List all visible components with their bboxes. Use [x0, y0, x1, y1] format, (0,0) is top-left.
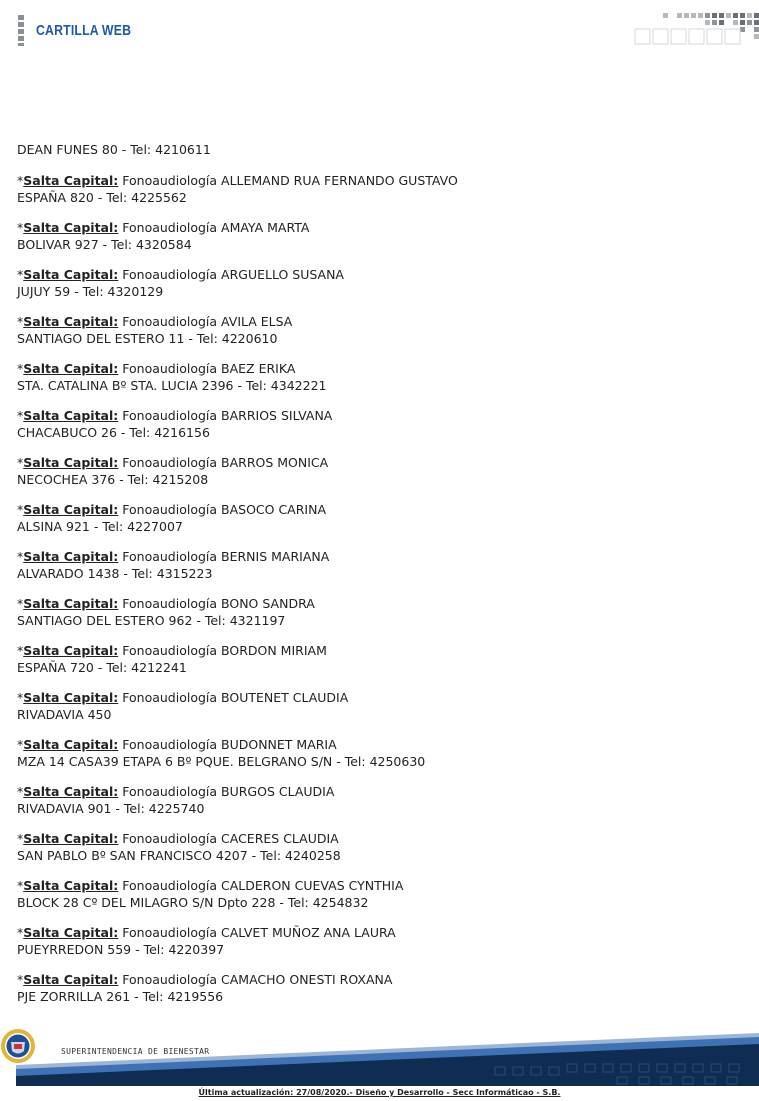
list-item [17, 360, 737, 394]
provider-line [17, 219, 737, 236]
location-label: Salta Capital: [23, 878, 119, 893]
provider-name: Fonoaudiología BERNIS MARIANA [118, 549, 330, 564]
provider-line [17, 454, 737, 471]
header-pattern-icon [634, 10, 759, 48]
location-label: Salta Capital: [23, 925, 119, 940]
entry-marker: * [17, 220, 24, 235]
provider-line [17, 360, 737, 377]
list-item [17, 971, 737, 1005]
entry-marker: * [17, 878, 24, 893]
header-bar-mark [18, 43, 24, 46]
footer-wave-banner [0, 1028, 759, 1088]
location-label: Salta Capital: [23, 549, 119, 564]
list-item [17, 642, 737, 676]
provider-line [17, 783, 737, 800]
list-item [17, 548, 737, 582]
provider-name: Fonoaudiología BURGOS CLAUDIA [118, 784, 335, 799]
provider-line [17, 407, 737, 424]
location-label: Salta Capital: [23, 831, 119, 846]
provider-name: Fonoaudiología BONO SANDRA [118, 596, 315, 611]
address-line: DEAN FUNES 80 - Tel: 4210611 [17, 142, 211, 157]
list-item [17, 689, 737, 723]
location-label: Salta Capital: [23, 267, 119, 282]
location-label: Salta Capital: [23, 408, 119, 423]
provider-address: PJE ZORRILLA 261 - Tel: 4219556 [17, 989, 224, 1004]
app-title: CARTILLA WEB [36, 22, 132, 39]
list-item [17, 595, 737, 629]
location-label: Salta Capital: [23, 361, 119, 376]
provider-address: SAN PABLO Bº SAN FRANCISCO 4207 - Tel: 4240258 [17, 848, 341, 863]
provider-address: PUEYRREDON 559 - Tel: 4220397 [17, 942, 225, 957]
provider-address: ALVARADO 1438 - Tel: 4315223 [17, 566, 213, 581]
provider-name: Fonoaudiología BUDONNET MARIA [118, 737, 337, 752]
provider-line [17, 642, 737, 659]
provider-name: Fonoaudiología ALLEMAND RUA FERNANDO GUSTAVO [118, 173, 458, 188]
list-item [17, 736, 737, 770]
provider-address: STA. CATALINA Bº STA. LUCIA 2396 - Tel: 4342221 [17, 378, 327, 393]
provider-name: Fonoaudiología ARGUELLO SUSANA [118, 267, 344, 282]
provider-line [17, 971, 737, 988]
provider-address: BLOCK 28 Cº DEL MILAGRO S/N Dpto 228 - Tel: 4254832 [17, 895, 369, 910]
provider-name: Fonoaudiología CALDERON CUEVAS CYNTHIA [118, 878, 404, 893]
list-item [17, 172, 737, 206]
provider-address: SANTIAGO DEL ESTERO 11 - Tel: 4220610 [17, 331, 278, 346]
location-label: Salta Capital: [23, 972, 119, 987]
location-label: Salta Capital: [23, 314, 119, 329]
header-bar-mark [18, 29, 24, 34]
entry-marker: * [17, 455, 24, 470]
entry-marker: * [17, 173, 24, 188]
header-bar-mark [18, 36, 24, 41]
footer-update-note: Última actualización: 27/08/2020.- Diseño y Desarrollo - Secc Informáticao - S.B. [198, 1088, 561, 1097]
entry-marker: * [17, 925, 24, 940]
provider-name: Fonoaudiología AMAYA MARTA [118, 220, 310, 235]
entry-marker: * [17, 784, 24, 799]
entry-marker: * [17, 643, 24, 658]
location-label: Salta Capital: [23, 737, 119, 752]
provider-address: NECOCHEA 376 - Tel: 4215208 [17, 472, 209, 487]
entry-marker: * [17, 690, 24, 705]
list-item [17, 266, 737, 300]
provider-name: Fonoaudiología CAMACHO ONESTI ROXANA [118, 972, 393, 987]
provider-line [17, 830, 737, 847]
provider-line [17, 501, 737, 518]
provider-address: RIVADAVIA 901 - Tel: 4225740 [17, 801, 205, 816]
provider-list [17, 141, 737, 1018]
provider-line [17, 266, 737, 283]
provider-address: ESPAÑA 820 - Tel: 4225562 [17, 190, 187, 205]
provider-address: ALSINA 921 - Tel: 4227007 [17, 519, 183, 534]
entry-marker: * [17, 549, 24, 564]
entry-marker: * [17, 972, 24, 987]
provider-line [17, 736, 737, 753]
header-bar-mark [18, 22, 24, 27]
location-label: Salta Capital: [23, 690, 119, 705]
list-item [17, 830, 737, 864]
entry-marker: * [17, 737, 24, 752]
list-item [17, 313, 737, 347]
provider-address: JUJUY 59 - Tel: 4320129 [17, 284, 164, 299]
provider-name: Fonoaudiología BAEZ ERIKA [118, 361, 296, 376]
provider-line [17, 172, 737, 189]
provider-name: Fonoaudiología BARRIOS SILVANA [118, 408, 333, 423]
provider-line [17, 595, 737, 612]
list-item [17, 783, 737, 817]
entries-container [17, 172, 737, 1005]
provider-name: Fonoaudiología AVILA ELSA [118, 314, 293, 329]
provider-name: Fonoaudiología BASOCO CARINA [118, 502, 327, 517]
provider-name: Fonoaudiología CACERES CLAUDIA [118, 831, 339, 846]
provider-address: MZA 14 CASA39 ETAPA 6 Bº PQUE. BELGRANO S/N - Tel: 4250630 [17, 754, 426, 769]
provider-address: ESPAÑA 720 - Tel: 4212241 [17, 660, 187, 675]
provider-name: Fonoaudiología BOUTENET CLAUDIA [118, 690, 349, 705]
entry-marker: * [17, 596, 24, 611]
list-item [17, 454, 737, 488]
entry-marker: * [17, 831, 24, 846]
provider-address: CHACABUCO 26 - Tel: 4216156 [17, 425, 210, 440]
organization-name: SUPERINTENDENCIA DE BIENESTAR [61, 1047, 210, 1056]
entry-marker: * [17, 408, 24, 423]
list-item [17, 924, 737, 958]
location-label: Salta Capital: [23, 502, 119, 517]
provider-line [17, 548, 737, 565]
provider-address: RIVADAVIA 450 [17, 707, 112, 722]
provider-address: SANTIAGO DEL ESTERO 962 - Tel: 4321197 [17, 613, 286, 628]
page-header [0, 0, 759, 60]
entry-marker: * [17, 502, 24, 517]
location-label: Salta Capital: [23, 220, 119, 235]
location-label: Salta Capital: [23, 455, 119, 470]
entry-marker: * [17, 361, 24, 376]
list-item [17, 877, 737, 911]
page-footer [0, 1028, 759, 1101]
list-item [17, 219, 737, 253]
list-item [17, 407, 737, 441]
provider-address: BOLIVAR 927 - Tel: 4320584 [17, 237, 192, 252]
provider-line [17, 877, 737, 894]
list-item [17, 501, 737, 535]
location-label: Salta Capital: [23, 173, 119, 188]
location-label: Salta Capital: [23, 643, 119, 658]
location-label: Salta Capital: [23, 596, 119, 611]
provider-line [17, 924, 737, 941]
entry-marker: * [17, 314, 24, 329]
provider-name: Fonoaudiología CALVET MUÑOZ ANA LAURA [118, 925, 396, 940]
institution-seal-icon [0, 1028, 36, 1064]
entry-marker: * [17, 267, 24, 282]
provider-name: Fonoaudiología BORDON MIRIAM [118, 643, 327, 658]
location-label: Salta Capital: [23, 784, 119, 799]
header-bar-mark [18, 15, 24, 20]
provider-line [17, 313, 737, 330]
provider-line [17, 689, 737, 706]
provider-name: Fonoaudiología BARROS MONICA [118, 455, 329, 470]
